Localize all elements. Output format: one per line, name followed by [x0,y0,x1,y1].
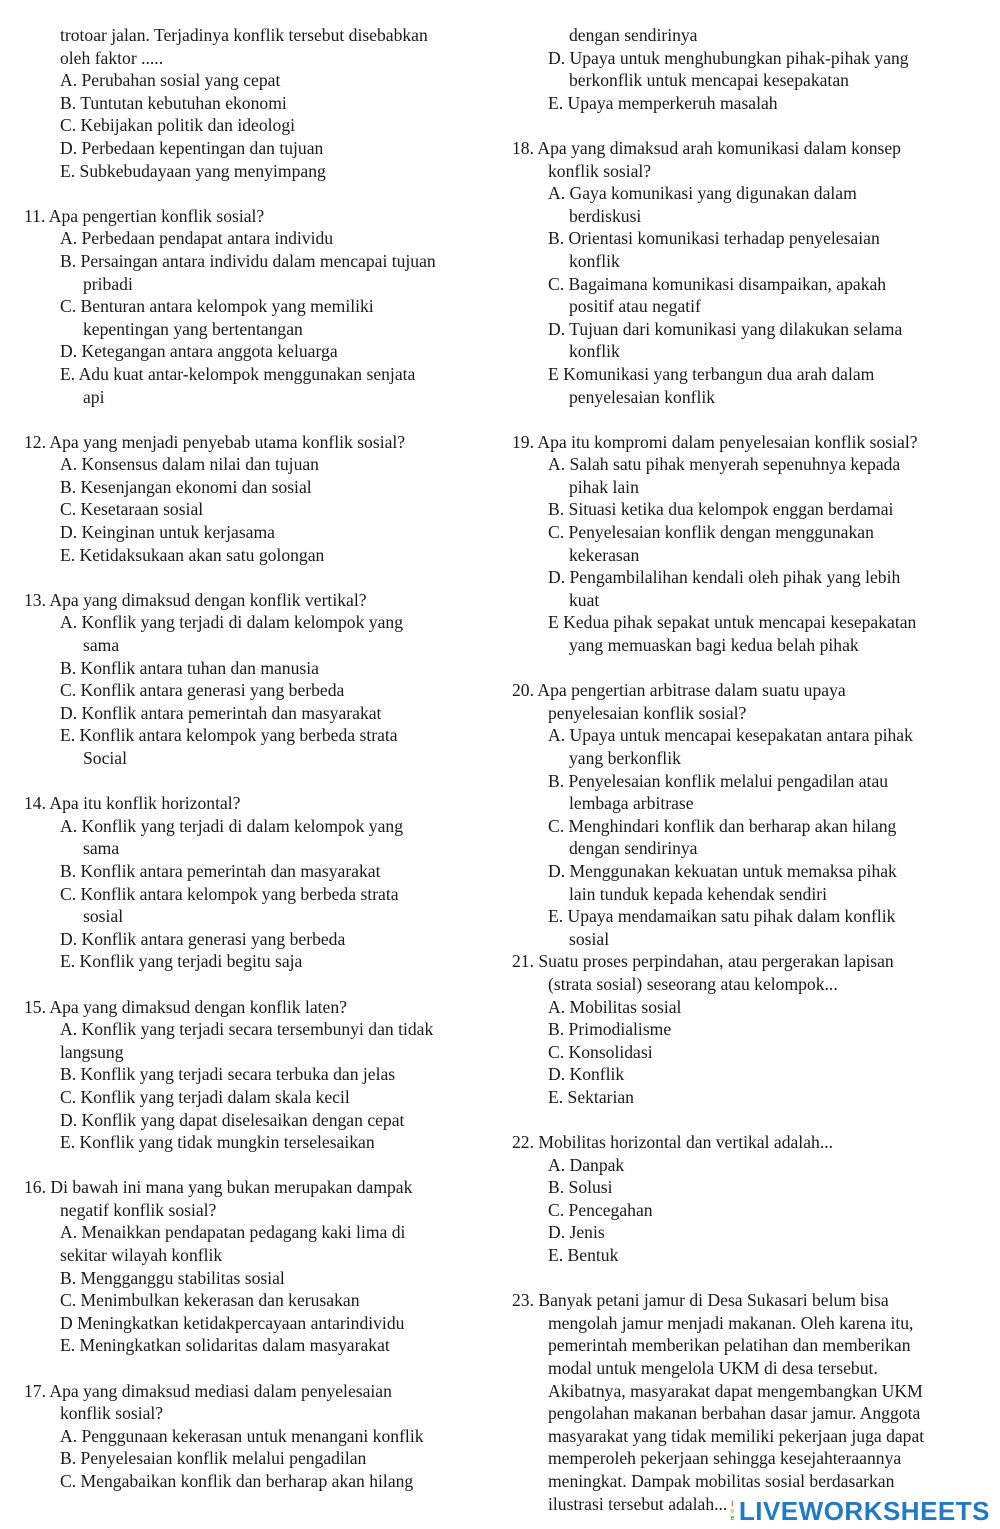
option-e-cont: penyelesaian konflik [569,386,716,407]
option-d: D. Konflik yang dapat diselesaikan dengan cepat [60,1109,405,1130]
question-stem-cont: Akibatnya, masyarakat dapat mengembangkan UKM [548,1380,923,1401]
question-stem-cont: negatif konflik sosial? [60,1199,217,1220]
option-b: B. Penyelesaian konflik melalui pengadilan atau [548,770,889,791]
option-b: B. Solusi [548,1177,613,1198]
question-21 [512,950,982,1108]
option-a-cont: sama [83,635,120,656]
option-c-cont: positif atau negatif [569,296,701,317]
option-e: E. Konflik yang tidak mungkin terselesaikan [60,1132,375,1153]
option-b: B. Primodialisme [548,1019,672,1040]
question-17-continued [512,24,982,114]
watermark-text: LIVEWORKSHEETS [738,1496,990,1527]
option-e: E. Upaya mendamaikan satu pihak dalam konflik [548,906,896,927]
option-c: C. Kesetaraan sosial [60,499,204,520]
option-d: D. Konflik antara generasi yang berbeda [60,928,346,949]
question-22 [512,1131,982,1267]
option-a: A. Mobilitas sosial [548,996,682,1017]
option-e-cont: yang memuaskan bagi kedua belah pihak [569,635,859,656]
question-19 [512,431,982,657]
question-20 [512,679,982,950]
option-e: E Komunikasi yang terbangun dua arah dalam [548,363,875,384]
option-d: D. Upaya untuk menghubungkan pihak-pihak yang [548,47,909,68]
question-stem: 13. Apa yang dimaksud dengan konflik vertikal? [24,589,367,610]
question-stem: 16. Di bawah ini mana yang bukan merupakan dampak [24,1177,413,1198]
option-c: C. Menimbulkan kekerasan dan kerusakan [60,1290,360,1311]
option-a-cont: berdiskusi [569,205,642,226]
option-d: D Meningkatkan ketidakpercayaan antarindividu [60,1312,405,1333]
question-stem-cont: konflik sosial? [548,160,652,181]
option-c: C. Benturan antara kelompok yang memiliki [60,296,374,317]
question-stem: 14. Apa itu konflik horizontal? [24,793,241,814]
option-a: A. Menaikkan pendapatan pedagang kaki lima di [60,1222,406,1243]
option-b: B. Kesenjangan ekonomi dan sosial [60,476,312,497]
option-a: A. Upaya untuk mencapai kesepakatan antara pihak [548,725,913,746]
option-b: B. Situasi ketika dua kelompok enggan berdamai [548,499,894,520]
option-d: D. Menggunakan kekuatan untuk memaksa pihak [548,860,897,881]
option-d: D. Jenis [548,1222,605,1243]
option-a-cont: sekitar wilayah konflik [60,1245,223,1266]
option-c: C. Menghindari konflik dan berharap akan hilang [548,815,897,836]
question-stem: 22. Mobilitas horizontal dan vertikal adalah... [512,1132,834,1153]
option-a: A. Penggunaan kekerasan untuk menangani konflik [60,1425,424,1446]
option-d-cont: lain tunduk kepada kehendak sendiri [569,883,827,904]
option-a: A. Danpak [548,1154,625,1175]
option-e: E. Subkebudayaan yang menyimpang [60,160,326,181]
question-18 [512,137,982,408]
question-stem: 12. Apa yang menjadi penyebab utama konflik sosial? [24,431,406,452]
option-b: B. Konflik antara pemerintah dan masyarakat [60,860,381,881]
option-e: E. Ketidaksukaan akan satu golongan [60,544,325,565]
question-10 [24,24,494,182]
option-a: A. Gaya komunikasi yang digunakan dalam [548,183,857,204]
question-stem: 19. Apa itu kompromi dalam penyelesaian konflik sosial? [512,431,918,452]
option-a: A. Konflik yang terjadi di dalam kelompok yang [60,815,404,836]
option-d: D. Perbedaan kepentingan dan tujuan [60,137,324,158]
question-stem: oleh faktor ..... [60,47,164,68]
option-b: B. Konflik antara tuhan dan manusia [60,657,319,678]
option-b: B. Penyelesaian konflik melalui pengadilan [60,1448,367,1469]
option-e: E. Bentuk [548,1245,619,1266]
option-e: E. Sektarian [548,1086,634,1107]
question-stem-cont: mengolah jamur menjadi makanan. Oleh karena itu, [548,1312,914,1333]
option-c-cont: kekerasan [569,544,640,565]
option-c: C. Konflik antara generasi yang berbeda [60,680,345,701]
option-b-cont: lembaga arbitrase [569,793,694,814]
question-stem-cont: memperoleh pekerjaan sehingga kesejahteraannya [548,1448,902,1469]
option-d: D. Ketegangan antara anggota keluarga [60,341,338,362]
option-d: D. Keinginan untuk kerjasama [60,522,275,543]
question-23 [512,1289,982,1515]
option-a: A. Salah satu pihak menyerah sepenuhnya kepada [548,454,901,475]
liveworksheets-logo-icon: l v e [730,1501,735,1523]
option-e: E. Meningkatkan solidaritas dalam masyarakat [60,1335,390,1356]
option-c: C. Bagaimana komunikasi disampaikan, apakah [548,273,887,294]
option-b: B. Tuntutan kebutuhan ekonomi [60,92,287,113]
option-b: B. Mengganggu stabilitas sosial [60,1267,285,1288]
option-c-cont: dengan sendirinya [569,25,698,45]
question-stem: 11. Apa pengertian konflik sosial? [24,205,265,226]
option-e-cont: Social [83,748,127,768]
option-c-cont: dengan sendirinya [569,838,698,859]
option-b: B. Persaingan antara individu dalam mencapai tujuan [60,250,436,271]
option-b-cont: pribadi [83,273,133,294]
option-a-cont: sama [83,838,120,859]
left-column [24,24,494,1493]
option-d-cont: kuat [569,589,600,610]
question-15 [24,996,494,1154]
option-a-cont: pihak lain [569,476,639,497]
question-stem-cont: meningkat. Dampak mobilitas sosial berdasarkan [548,1471,895,1491]
option-e: E Kedua pihak sepakat untuk mencapai kesepakatan [548,612,917,633]
option-c: C. Konflik yang terjadi dalam skala kecil [60,1086,350,1107]
option-c: C. Penyelesaian konflik dengan menggunakan [548,522,874,543]
question-stem-cont: penyelesaian konflik sosial? [548,702,747,723]
option-d: D. Konflik [548,1064,625,1085]
option-b-cont: konflik [569,250,620,271]
question-stem: 23. Banyak petani jamur di Desa Sukasari belum bisa [512,1290,889,1311]
option-a: A. Perbedaan pendapat antara individu [60,228,334,249]
question-stem-cont: pemerintah memberikan pelatihan dan memberikan [548,1335,911,1356]
option-e: E. Upaya memperkeruh masalah [548,92,778,113]
question-stem-cont: (strata sosial) seseorang atau kelompok... [548,973,838,994]
option-a: A. Perubahan sosial yang cepat [60,70,281,91]
question-stem-cont: modal untuk mengelola UKM di desa tersebut. [548,1358,878,1379]
option-c: C. Pencegahan [548,1199,653,1220]
option-e-cont: api [83,386,105,407]
option-e-cont: sosial [569,928,610,949]
option-e: E. Konflik antara kelompok yang berbeda strata [60,725,398,746]
option-b: B. Orientasi komunikasi terhadap penyelesaian [548,228,880,249]
option-d-cont: konflik [569,341,620,362]
question-stem: 20. Apa pengertian arbitrase dalam suatu upaya [512,680,846,701]
option-c: C. Kebijakan politik dan ideologi [60,115,296,136]
option-e: E. Konflik yang terjadi begitu saja [60,951,303,972]
question-stem-cont: ilustrasi tersebut adalah... [548,1493,728,1514]
right-column [512,24,982,1515]
liveworksheets-watermark [730,1496,990,1527]
option-c-cont: sosial [83,906,124,927]
question-17 [24,1380,494,1493]
option-d: D. Konflik antara pemerintah dan masyarakat [60,702,382,723]
option-b: B. Konflik yang terjadi secara terbuka dan jelas [60,1064,396,1085]
question-13 [24,589,494,770]
question-stem-cont: masyarakat yang tidak memiliki pekerjaan juga dapat [548,1425,925,1446]
question-stem: 17. Apa yang dimaksud mediasi dalam penyelesaian [24,1380,392,1401]
option-c: C. Konflik antara kelompok yang berbeda strata [60,883,399,904]
question-11 [24,205,494,408]
question-stem: 15. Apa yang dimaksud dengan konflik laten? [24,996,347,1017]
question-stem-cont: pengolahan makanan berbahan dasar jamur. Anggota [548,1403,921,1424]
option-a-cont: yang berkonflik [569,748,681,768]
question-stem: 21. Suatu proses perpindahan, atau pergerakan lapisan [512,951,894,972]
option-d-cont: berkonflik untuk mencapai kesepakatan [569,70,849,91]
option-d: D. Pengambilalihan kendali oleh pihak yang lebih [548,567,901,588]
option-a: A. Konflik yang terjadi secara tersembunyi dan tidak [60,1019,434,1040]
option-d: D. Tujuan dari komunikasi yang dilakukan selama [548,318,903,339]
question-12 [24,431,494,567]
question-14 [24,792,494,973]
option-e: E. Adu kuat antar-kelompok menggunakan senjata [60,363,416,384]
question-stem: trotoar jalan. Terjadinya konflik tersebut disebabkan [60,25,428,45]
option-a: A. Konflik yang terjadi di dalam kelompok yang [60,612,404,633]
question-stem-cont: konflik sosial? [60,1403,164,1424]
option-c: C. Konsolidasi [548,1041,653,1062]
option-a-cont: langsung [60,1041,124,1062]
question-stem: 18. Apa yang dimaksud arah komunikasi dalam konsep [512,137,901,158]
option-c-cont: kepentingan yang bertentangan [83,318,303,339]
option-a: A. Konsensus dalam nilai dan tujuan [60,454,319,475]
question-16 [24,1176,494,1357]
option-c: C. Mengabaikan konflik dan berharap akan hilang [60,1471,414,1491]
